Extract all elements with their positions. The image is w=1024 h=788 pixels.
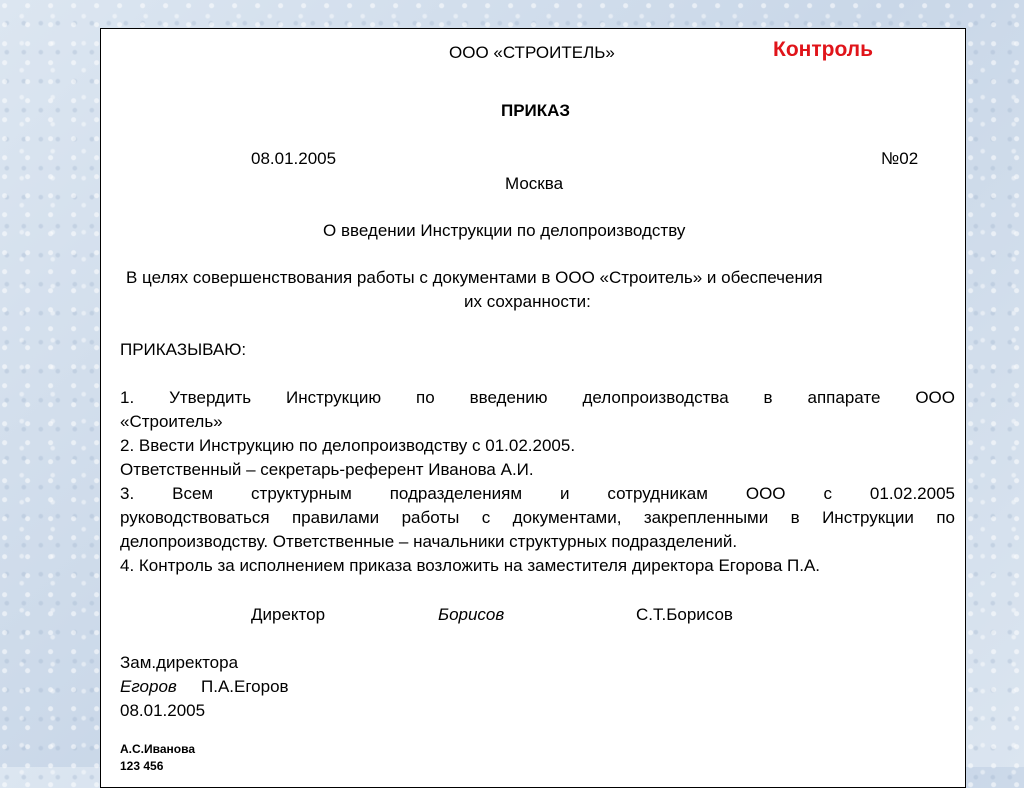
order-word: ПРИКАЗЫВАЮ:: [120, 340, 247, 359]
preamble-line-2: их сохранности:: [464, 292, 591, 311]
document-page: [100, 28, 966, 788]
preamble-line-1: В целях совершенствования работы с документами в ООО «Строитель» и обеспечения: [126, 268, 823, 287]
item-3-line-1: 3. Всем структурным подразделениям и сотрудникам ООО с 01.02.2005: [120, 484, 955, 503]
document-date: 08.01.2005: [251, 149, 337, 168]
document-number: №02: [881, 149, 919, 168]
executor-phone: 123 456: [120, 759, 164, 773]
document-type-title: ПРИКАЗ: [501, 101, 571, 120]
organization-name: ООО «СТРОИТЕЛЬ»: [449, 43, 615, 62]
item-2: 2. Ввести Инструкцию по делопроизводству с 01.02.2005.: [120, 436, 576, 455]
signature-name: С.Т.Борисов: [636, 605, 733, 624]
approval-handwritten: Егоров: [120, 677, 177, 696]
approval-name: П.А.Егоров: [201, 677, 289, 696]
executor-name: А.С.Иванова: [120, 742, 195, 756]
approval-position: Зам.директора: [120, 653, 239, 672]
document-city: Москва: [505, 174, 564, 193]
signature-handwritten: Борисов: [438, 605, 505, 624]
document-subject: О введении Инструкции по делопроизводству: [323, 221, 686, 240]
item-3-line-2: руководствоваться правилами работы с документами, закрепленными в Инструкции по: [120, 508, 955, 527]
item-3-line-3: делопроизводству. Ответственные – начальники структурных подразделений.: [120, 532, 738, 551]
signature-position: Директор: [251, 605, 326, 624]
item-1-line-2: «Строитель»: [120, 412, 223, 431]
responsible-line: Ответственный – секретарь-референт Иванова А.И.: [120, 460, 534, 479]
control-stamp: Контроль: [773, 38, 873, 61]
item-1-line-1: 1. Утвердить Инструкцию по введению делопроизводства в аппарате ООО: [120, 388, 955, 407]
item-4: 4. Контроль за исполнением приказа возложить на заместителя директора Егорова П.А.: [120, 556, 821, 575]
approval-date: 08.01.2005: [120, 701, 206, 720]
